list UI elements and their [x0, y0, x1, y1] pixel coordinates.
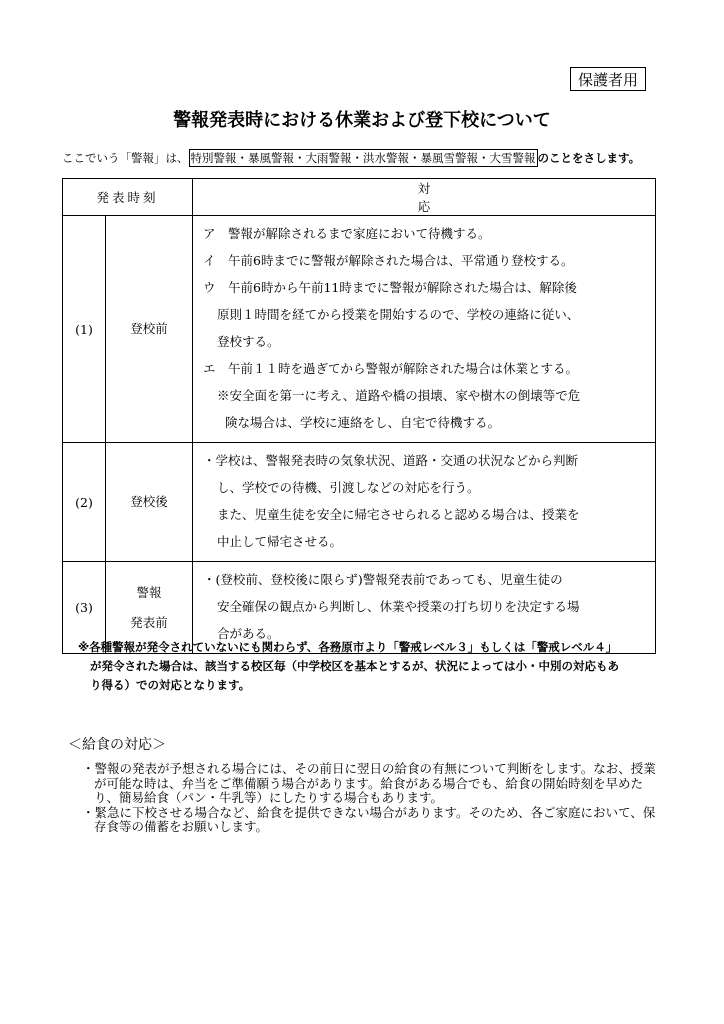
meal-item: ・緊急に下校させる場合など、給食を提供できない場合があります。そのため、各ご家庭において、保存食等の備蓄をお願いします。	[82, 804, 656, 834]
meal-item: ・警報の発表が予想される場合には、その前日に翌日の給食の有無について判断をします。なお、授業が可能な時は、弁当をご準備願う場合があります。給食がある場合でも、給食の開始時刻を早めたり、簡易給食（パン・牛乳等）にしたりする場合もあります。	[82, 761, 656, 805]
row-number: (1)	[63, 216, 106, 443]
meal-section-title: ＜給食の対応＞	[68, 737, 166, 753]
content-line: また、児童生徒を安全に帰宅させられると認める場合は、授業を	[217, 507, 580, 522]
meal-section-body	[82, 762, 662, 835]
definition-warning-list: 特別警報・暴風警報・大雨警報・洪水警報・暴風雪警報・大雪警報	[190, 151, 536, 165]
row-period-line: 発表前	[130, 614, 168, 630]
content-line: エ 午前１１時を過ぎてから警報が解除された場合は休業とする。	[203, 361, 579, 376]
audience-badge: 保護者用	[570, 67, 646, 91]
content-line: ・学校は、警報発表時の気象状況、道路・交通の状況などから判断	[203, 453, 579, 468]
row-period: 登校後	[106, 443, 193, 562]
row-number: (2)	[63, 443, 106, 562]
content-line: 中止して帰宅させる。	[217, 534, 343, 549]
content-line: ・(登校前、登校後に限らず)警報発表前であっても、児童生徒の	[203, 572, 563, 587]
header-time: 発表時刻	[63, 179, 193, 216]
content-line: 原則１時間を経てから授業を開始するので、学校の連絡に従い、	[217, 307, 580, 322]
note-line: り得る）での対応となります。	[90, 678, 251, 692]
definition-prefix: ここでいう「警報」は、	[62, 151, 189, 165]
table-row	[63, 443, 656, 562]
header-response: 対応	[193, 179, 656, 216]
table-header-row	[63, 179, 656, 216]
row-period-line: 警報	[136, 584, 162, 600]
row-content	[193, 443, 656, 562]
content-line: ※安全面を第一に考え、道路や橋の損壊、家や樹木の倒壊等で危	[217, 388, 581, 403]
alert-level-note	[78, 638, 668, 695]
row-content	[193, 216, 656, 443]
content-line: ウ 午前6時から午前11時までに警報が解除された場合は、解除後	[203, 280, 577, 295]
content-line: 安全確保の観点から判断し、休業や授業の打ち切りを決定する場	[217, 599, 580, 614]
content-line: 合がある。	[217, 626, 280, 641]
content-line: し、学校での待機、引渡しなどの対応を行う。	[217, 480, 480, 495]
warning-definition	[62, 150, 640, 166]
response-table	[62, 178, 656, 654]
row-period: 登校前	[106, 216, 193, 443]
note-line: ※各種警報が発令されていないにも関わらず、各務原市より「警戒レベル３」もしくは「警戒レベル４」	[78, 640, 618, 654]
content-line: 険な場合は、学校に連絡をし、自宅で待機する。	[225, 415, 501, 430]
note-line: が発令された場合は、該当する校区毎（中学校区を基本とするが、状況によっては小・中別の対応もあ	[90, 659, 619, 673]
page-title: 警報発表時における休業および登下校について	[173, 110, 551, 131]
content-line: 登校する。	[217, 334, 280, 349]
content-line: イ 午前6時までに警報が解除された場合は、平常通り登校する。	[203, 253, 574, 268]
row-number: (3)	[63, 562, 106, 654]
definition-suffix: のことをさします。	[537, 151, 641, 165]
table-row	[63, 216, 656, 443]
content-line: ア 警報が解除されるまで家庭において待機する。	[203, 226, 491, 241]
